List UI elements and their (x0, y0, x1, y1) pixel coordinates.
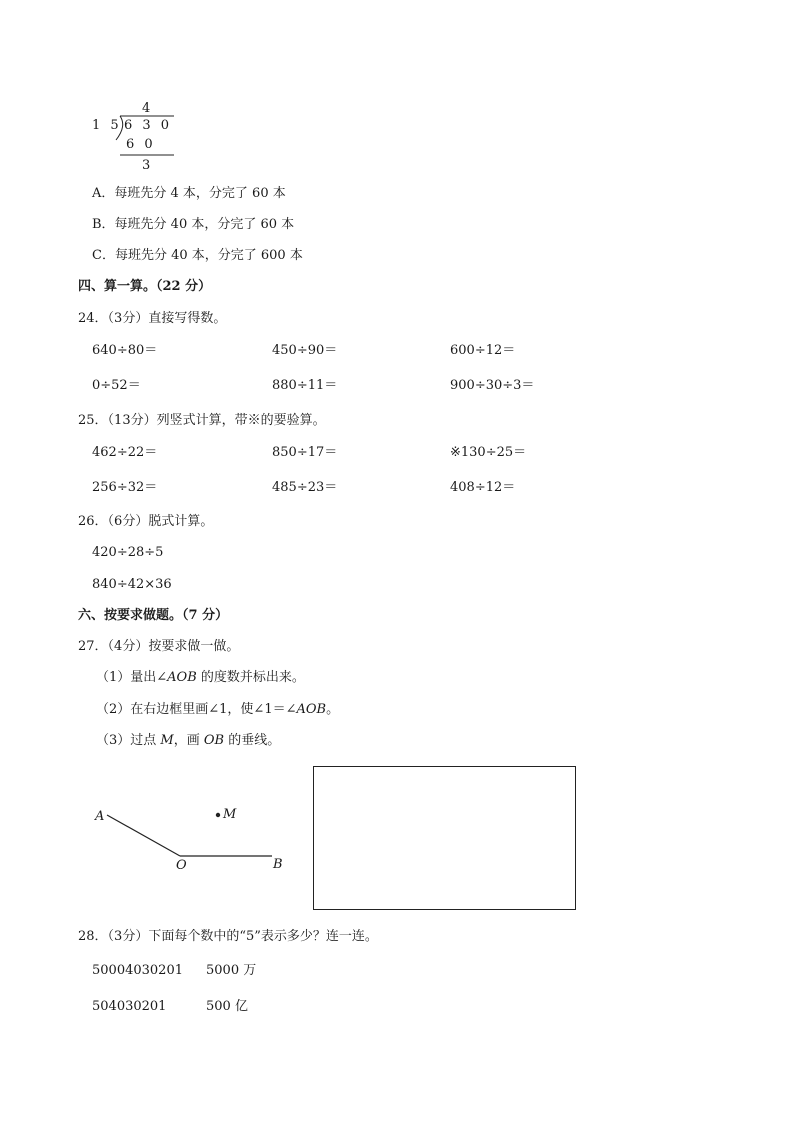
label-m: M (223, 807, 237, 822)
section6-title: 六、按要求做题。（7 分） (78, 608, 229, 623)
label-o: O (176, 858, 187, 873)
division-divisor: 1 5 (92, 118, 122, 133)
section4-title: 四、算一算。（22 分） (78, 279, 212, 294)
q26-item: 420÷28÷5 (92, 545, 164, 560)
q24-item: 640÷80＝ (92, 343, 158, 358)
q24-title: 24．（3分）直接写得数。 (78, 311, 227, 326)
division-quotient: 4 (142, 101, 151, 116)
q25-item: 408÷12＝ (450, 480, 516, 495)
q25-item: 462÷22＝ (92, 445, 158, 460)
q25-item: ※130÷25＝ (450, 445, 527, 460)
ray-oa (107, 815, 180, 856)
q24-item: 880÷11＝ (272, 378, 338, 393)
label-b: B (273, 857, 283, 872)
division-product: 6 0 (126, 137, 156, 152)
q26-item: 840÷42×36 (92, 577, 172, 592)
label-a: A (95, 809, 105, 824)
point-m (216, 813, 220, 817)
q25-item: 850÷17＝ (272, 445, 338, 460)
q23-option-a: A．每班先分 4 本，分完了 60 本 (92, 186, 286, 201)
q28-value: 5000 万 (206, 963, 257, 978)
q25-title: 25．（13分）列竖式计算，带※的要验算。 (78, 413, 326, 428)
q26-title: 26．（6分）脱式计算。 (78, 514, 214, 529)
q27-sub1: （1）量出∠AOB 的度数并标出来。 (96, 670, 305, 685)
q25-item: 256÷32＝ (92, 480, 158, 495)
q28-value: 500 亿 (206, 999, 248, 1014)
q25-item: 485÷23＝ (272, 480, 338, 495)
drawing-box (313, 766, 576, 910)
q28-number: 504030201 (92, 999, 167, 1014)
division-remainder: 3 (142, 158, 151, 173)
q28-title: 28．（3分）下面每个数中的“5”表示多少？连一连。 (78, 929, 378, 944)
q24-item: 600÷12＝ (450, 343, 516, 358)
q23-option-c: C．每班先分 40 本，分完了 600 本 (92, 248, 303, 263)
division-dividend: 6 3 0 (124, 118, 173, 133)
q27-sub3: （3）过点 M，画 OB 的垂线。 (96, 733, 281, 748)
q24-item: 900÷30÷3＝ (450, 378, 535, 393)
q27-title: 27．（4分）按要求做一做。 (78, 639, 240, 654)
q23-option-b: B．每班先分 40 本，分完了 60 本 (92, 217, 295, 232)
q28-number: 50004030201 (92, 963, 183, 978)
q24-item: 0÷52＝ (92, 378, 141, 393)
q27-sub2: （2）在右边框里画∠1，使∠1＝∠AOB。 (96, 702, 340, 717)
q24-item: 450÷90＝ (272, 343, 338, 358)
